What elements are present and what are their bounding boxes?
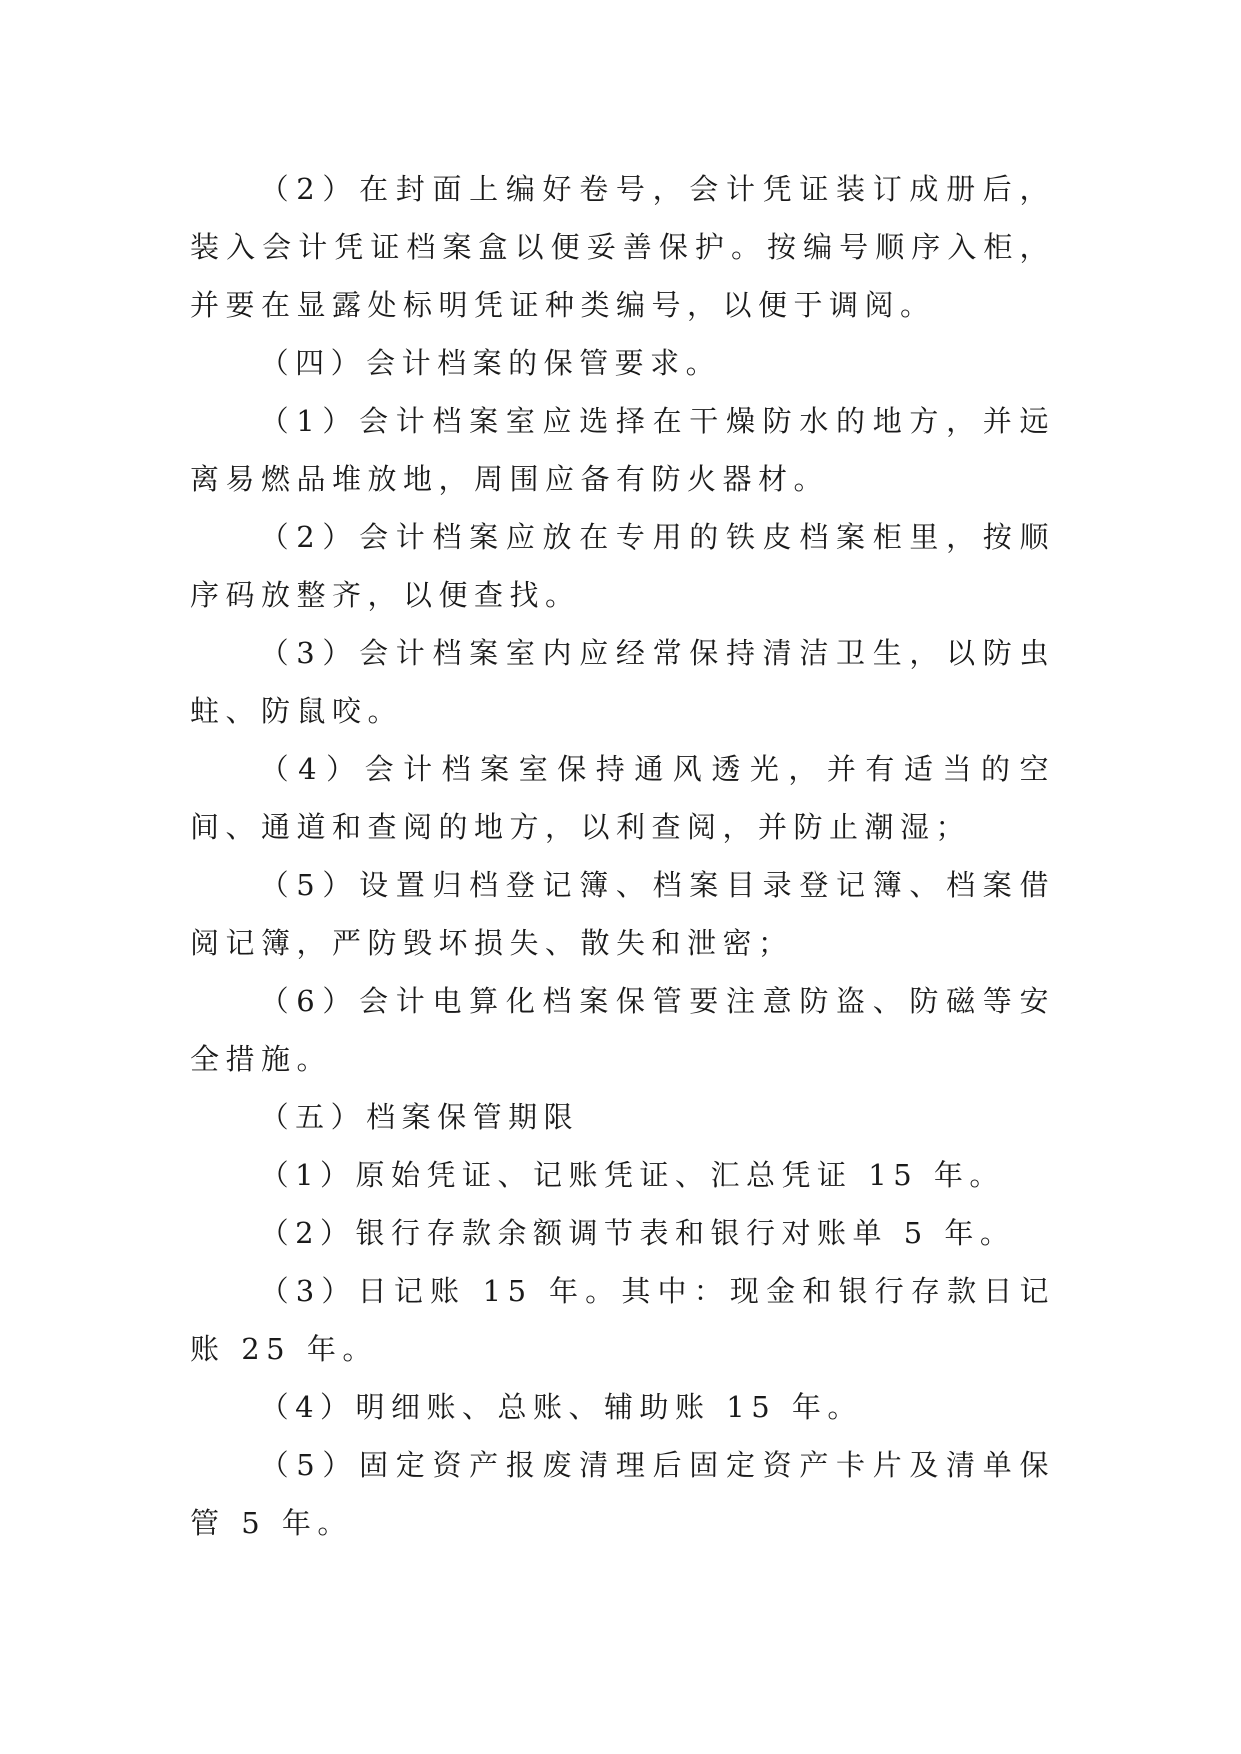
paragraph-cleanliness: （3）会计档案室内应经常保持清洁卫生，以防虫蛀、防鼠咬。: [190, 636, 1055, 728]
document-body: [190, 160, 1055, 1552]
paragraph-archive-room-location: （1）会计档案室应选择在干燥防水的地方，并远离易燃品堆放地，周围应备有防火器材。: [190, 404, 1055, 496]
paragraph-bank-reconciliation-retention: （2）银行存款余额调节表和银行对账单 5 年。: [259, 1216, 1016, 1250]
paragraph-electronic-archives: （6）会计电算化档案保管要注意防盗、防磁等安全措施。: [190, 984, 1055, 1076]
paragraph-ventilation: （4）会计档案室保持通风透光，并有适当的空间、通道和查阅的地方，以利查阅，并防止潮湿；: [190, 752, 1055, 844]
paragraph-vouchers-retention: （1）原始凭证、记账凭证、汇总凭证 15 年。: [259, 1158, 1005, 1192]
section-heading-storage-requirements: （四）会计档案的保管要求。: [259, 346, 722, 380]
paragraph-fixed-asset-retention: （5）固定资产报废清理后固定资产卡片及清单保管 5 年。: [190, 1448, 1055, 1540]
paragraph-registers: （5）设置归档登记簿、档案目录登记簿、档案借阅记簿，严防毁坏损失、散失和泄密；: [190, 868, 1055, 960]
paragraph-ledger-retention: （4）明细账、总账、辅助账 15 年。: [259, 1390, 863, 1424]
section-heading-retention-period: （五）档案保管期限: [259, 1100, 580, 1134]
paragraph-journal-retention: （3）日记账 15 年。其中：现金和银行存款日记账 25 年。: [190, 1274, 1055, 1366]
paragraph-voucher-binding: （2）在封面上编好卷号，会计凭证装订成册后，装入会计凭证档案盒以便妥善保护。按编号顺序入柜，并要在显露处标明凭证种类编号，以便于调阅。: [190, 172, 1055, 322]
paragraph-iron-cabinet: （2）会计档案应放在专用的铁皮档案柜里，按顺序码放整齐，以便查找。: [190, 520, 1055, 612]
